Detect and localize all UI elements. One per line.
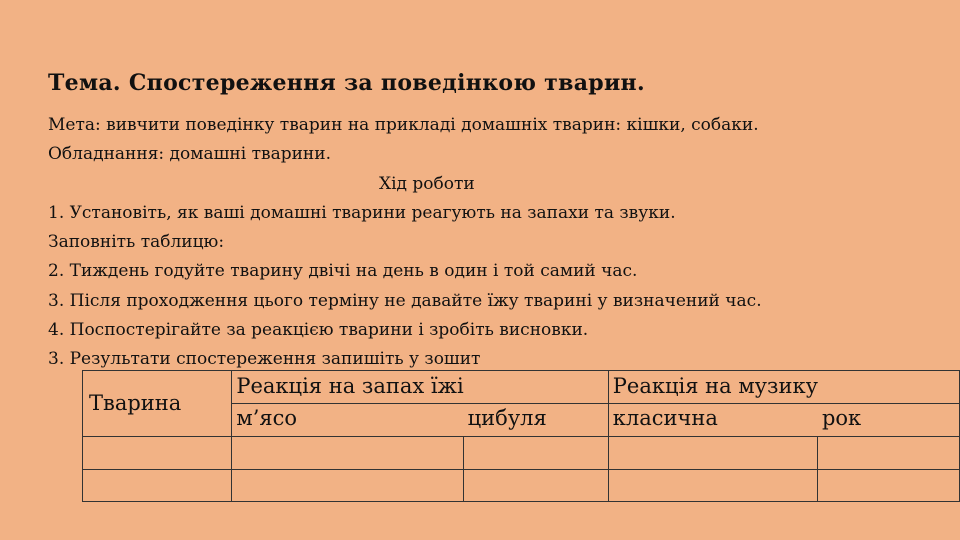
table-cell[interactable]	[464, 437, 609, 470]
step-2-line: 2. Тиждень годуйте тварину двічі на день в один і той самий час.	[48, 261, 638, 282]
goal-line: Мета: вивчити поведінку тварин на прикладі домашніх тварин: кішки, собаки.	[48, 115, 759, 135]
table-cell[interactable]	[232, 437, 464, 470]
table-cell[interactable]	[464, 470, 609, 502]
table-cell[interactable]	[232, 470, 464, 502]
observation-table	[82, 370, 960, 502]
smell-header-spacer	[464, 371, 609, 404]
equipment-line: Обладнання: домашні тварини.	[48, 144, 331, 165]
slide-title: Тема. Спостереження за поведінкою тварин.	[48, 70, 645, 96]
table-cell[interactable]	[818, 437, 960, 470]
meat-subheader: м’ясо	[232, 404, 464, 437]
step-1-line: 1. Установіть, як ваші домашні тварини реагують на запахи та звуки.	[48, 202, 676, 223]
smell-reaction-header: Реакція на запах їжі	[232, 371, 464, 404]
music-reaction-header: Реакція на музику	[608, 371, 818, 404]
table-cell[interactable]	[83, 437, 232, 470]
onion-subheader: цибуля	[464, 404, 609, 437]
table-row	[83, 470, 960, 502]
table-cell[interactable]	[83, 470, 232, 502]
table-cell[interactable]	[818, 470, 960, 502]
table-cell[interactable]	[608, 437, 818, 470]
step-4-line: 4. Поспостерігайте за реакцією тварини і зробіть висновки.	[48, 320, 589, 341]
slide-body	[48, 111, 928, 375]
step-results-line: 3. Результати спостереження запишіть у зошит	[48, 349, 481, 370]
music-header-spacer	[818, 371, 960, 404]
table-cell[interactable]	[608, 470, 818, 502]
table-row	[83, 437, 960, 470]
rock-subheader: рок	[818, 404, 960, 437]
procedure-heading: Хід роботи	[379, 173, 475, 194]
fill-table-line: Заповніть таблицю:	[48, 232, 225, 253]
table-header-row	[83, 371, 960, 404]
animal-header: Тварина	[83, 371, 232, 437]
step-3-line: 3. Після проходження цього терміну не давайте їжу тварині у визначений час.	[48, 290, 762, 311]
classical-subheader: класична	[608, 404, 818, 437]
